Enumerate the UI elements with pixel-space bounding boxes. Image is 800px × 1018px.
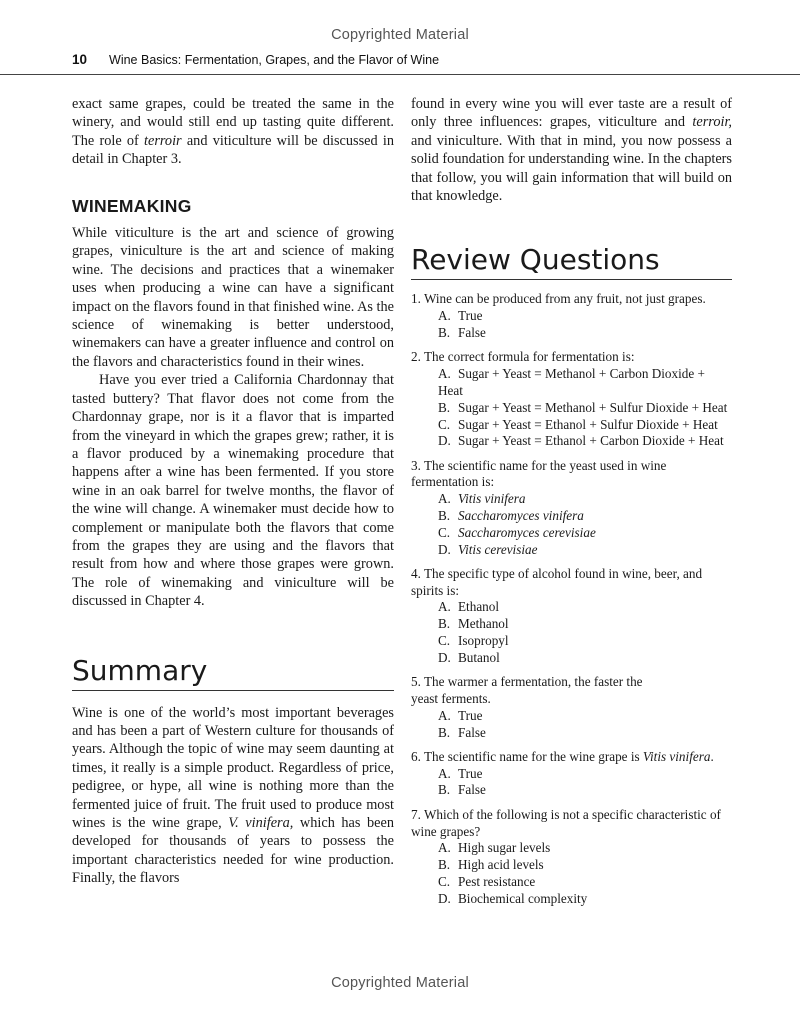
answer-option: A. True — [438, 707, 483, 723]
winemaking-paragraph-1: While viticulture is the art and science of growing grapes, viniculture is the art and science of making wine. The decisions and practices that a winemaker uses when producing a wine can have a significant impact on the flavors found in that finished wine. As the science of winemaking is better understood, winemakers can have a greater influence and control on the flavors and characteristics found in their wines. — [72, 225, 395, 370]
question-7: 7. Which of the following is not a specific characteristic of wine grapes? A. High sugar levels B. High acid levels C. Pest resistance D. Biochemical complexity — [411, 807, 732, 908]
answer-option: C. Saccharomyces cerevisiae — [438, 524, 596, 540]
answer-option: A. True — [438, 308, 483, 324]
summary-paragraph: Wine is one of the world’s most important beverages and has been a part of Western culture for thousands of years. Although the topic of wine may seem daunting at times, it really is a simple product. Regardless of price, pedigree, or hype, all wine is nothing more than the fermented juice of fruit. The fruit used to produce most wines is the wine grape, V. vinifera, which has been developed for thousands of years to possess the important characteristics needed for wine production. Finally, the flavors — [72, 704, 394, 887]
running-title: Wine Basics: Fermentation, Grapes, and the Flavor of Wine — [109, 53, 440, 67]
answer-option: B. Saccharomyces vinifera — [438, 508, 584, 523]
winemaking-paragraph-2: Have you ever tried a California Chardonnay that tasted buttery? That flavor does not come from the Chardonnay grape, nor is it a flavor that is imparted from the vineyard in which the grapes grew; rather, it is a flavor produced by a winemaking procedure that happens after a wine has been fermented. If you store wine in an oak barrel for twelve months, the flavor of the wine will change. A winemaker must decide how to complement or manipulate both the flavors that come from the grapes they are using and the flavors that result from how and where those grapes were grown. The role of winemaking and viniculture will be discussed in Chapter 4. — [72, 372, 394, 610]
running-header — [72, 52, 732, 67]
watermark-bottom: Copyrighted Material — [331, 975, 469, 991]
watermark-top: Copyrighted Material — [331, 27, 469, 43]
answer-option: A. Sugar + Yeast = Methanol + Carbon Dioxide + Heat — [438, 366, 705, 398]
answer-option: D. Sugar + Yeast = Ethanol + Carbon Dioxide + Heat — [438, 433, 724, 449]
question-6: 6. The scientific name for the wine grape is Vitis vinifera. A. True B. False — [411, 749, 732, 799]
answer-option: A. True — [438, 765, 483, 781]
answer-option: B. Methanol — [438, 616, 509, 632]
question-3: 3. The scientific name for the yeast used in wine fermentation is: A. Vitis vinifera B. Saccharomyces vinifera C. Saccharomyces cerevisiae D. Vitis cerevisiae — [411, 458, 732, 559]
left-column — [72, 95, 394, 888]
answer-option: B. High acid levels — [438, 857, 544, 873]
answer-option: D. Butanol — [438, 649, 500, 665]
answer-option: A. High sugar levels — [438, 840, 551, 856]
answer-option: C. Pest resistance — [438, 873, 536, 889]
answer-option: D. Biochemical complexity — [438, 890, 588, 906]
answer-option: C. Isopropyl — [438, 633, 509, 649]
question-2: 2. The correct formula for fermentation is: A. Sugar + Yeast = Methanol + Carbon Dioxide + Heat B. Sugar + Yeast = Methanol + Sulfur Dioxide + Heat C. Sugar + Yeast = Ethanol + Sulfur Dioxide + Heat D. Sugar + Yeast = Ethanol + Carbon Dioxide + Heat — [411, 349, 732, 450]
answer-option: B. Sugar + Yeast = Methanol + Sulfur Dioxide + Heat — [438, 399, 728, 415]
answer-option: B. False — [438, 724, 486, 740]
question-1: 1. Wine can be produced from any fruit, not just grapes. A. True B. False — [411, 291, 732, 341]
right-column — [411, 95, 732, 915]
review-questions-heading: Review Questions — [411, 243, 732, 280]
question-5: 5. The warmer a fermentation, the faster the yeast ferments. A. True B. False — [411, 674, 732, 741]
paragraph-continued: exact same grapes, could be treated the same in the winery, and would still end up tasting quite different. The role of terroir and viticulture will be discussed in detail in Chapter 3. — [72, 96, 394, 168]
summary-heading: Summary — [72, 654, 394, 691]
summary-paragraph-continued: found in every wine you will ever taste are a result of only three influences: grapes, viticulture and terroir, and viniculture. With that in mind, you now possess a solid foundation for understanding wine. In the chapters that follow, you will gain information that will build on that knowledge. — [411, 96, 732, 205]
review-question-list — [411, 291, 732, 907]
winemaking-heading: WINEMAKING — [72, 195, 192, 216]
answer-option: C. Sugar + Yeast = Ethanol + Sulfur Dioxide + Heat — [438, 416, 718, 432]
answer-option: A. Ethanol — [438, 599, 500, 615]
question-4: 4. The specific type of alcohol found in wine, beer, and spirits is: A. Ethanol B. Methanol C. Isopropyl D. Butanol — [411, 566, 732, 667]
answer-option: B. False — [438, 782, 486, 798]
answer-option: B. False — [438, 325, 486, 341]
answer-option: D. Vitis cerevisiae — [438, 541, 538, 557]
page-number: 10 — [72, 52, 88, 67]
answer-option: A. Vitis vinifera — [438, 491, 526, 507]
header-rule — [0, 74, 800, 75]
